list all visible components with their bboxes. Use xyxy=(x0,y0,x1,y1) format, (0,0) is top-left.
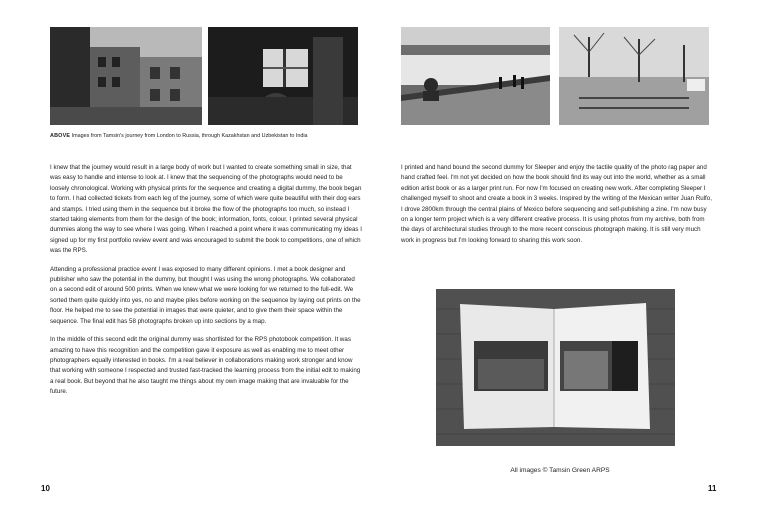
photo-caption xyxy=(50,133,380,140)
left-text-column xyxy=(50,163,362,406)
caption-text: Images from Tamsin's journey from London to Russia, through Kazakhstan and Uzbekistan to India xyxy=(71,133,308,139)
photo-snowy-field-trees xyxy=(559,27,709,125)
photo-street-buildings xyxy=(50,27,202,125)
photo-open-book xyxy=(436,289,675,446)
left-paragraph-3: In the middle of this second edit the original dummy was shortlisted for the RPS photobook competition. It was amazing to have this recognition and the competition gave it exposure as well as enabling me to meet other photographers equally interested in books. I'm a real believer in collaborations making work stronger and know that working with someone I respected and trusted fast-tracked the learning process from the initial edit to making a real book. But beyond that he also taught me things about my own image making that are invaluable for the future. xyxy=(50,336,361,396)
photo-river-embankment xyxy=(401,27,550,125)
page-number-right: 11 xyxy=(708,484,717,493)
page-number-left: 10 xyxy=(41,484,50,493)
left-paragraph-1: I knew that the journey would result in a large body of work but I wanted to create something small in size, that was easy to handle and intense to look at. I knew that the sequencing of the photographs would need to be loosely chronological. Working with physical prints for the sequence and creating a digital dummy, the book began to form. I had collected tickets from each leg of the journey, some of which were quite beautiful with their dog ears and stamps. I tried using them in the sequence but it broke the flow of the photographs too much, so instead I started taking elements from them for the design of the book; information, fonts, colour. I printed several physical dummies along the way to see where I was going. When I reached a point where it was communicating my ideas I signed up for my first portfolio review event and was encouraged to submit the book to competitions, one of which was the RPS. xyxy=(50,164,362,255)
caption-lead: ABOVE xyxy=(50,133,71,139)
right-paragraph-1: I printed and hand bound the second dummy for Sleeper and enjoy the tactile quality of the photo rag paper and hand crafted feel. I'm not yet decided on how the book should find its way out into the world, whether as a small edition artist book or as a larger print run. For now I'm focused on creating new work. After completing Sleeper I challenged myself to shoot and create a book in 3 weeks. Inspired by the writing of the Mexican writer Juan Rulfo, I drove 2800km through the central plains of Mexico before sequencing and self-publishing a zine. I'm now busy on a longer term project which is a very different creative process. It is using photos from my archive, both from the days of architectural studies through to the more recent conscious photograph making. It is still very much work in progress but I'm looking forward to sharing this work soon. xyxy=(401,164,712,244)
left-paragraph-2: Attending a professional practice event I was exposed to many different opinions. I met a book designer and publisher who saw the potential in the dummy, but thought I was using the wrong photographs. We collaborated on a second edit of around 500 prints. When we knew what we were looking for we returned to the full-edit. We sorted them quite quickly into yes, no and maybe piles before working on the sequence by laying out prints on the floor. He helped me to see the potential in images that were quieter, and to give them their space within the sequence. The final edit has 58 photographs broken up into sections by a map. xyxy=(50,265,361,325)
image-credit: All images © Tamsin Green ARPS xyxy=(510,467,610,474)
photo-train-window xyxy=(208,27,358,125)
right-text-column xyxy=(401,163,713,254)
